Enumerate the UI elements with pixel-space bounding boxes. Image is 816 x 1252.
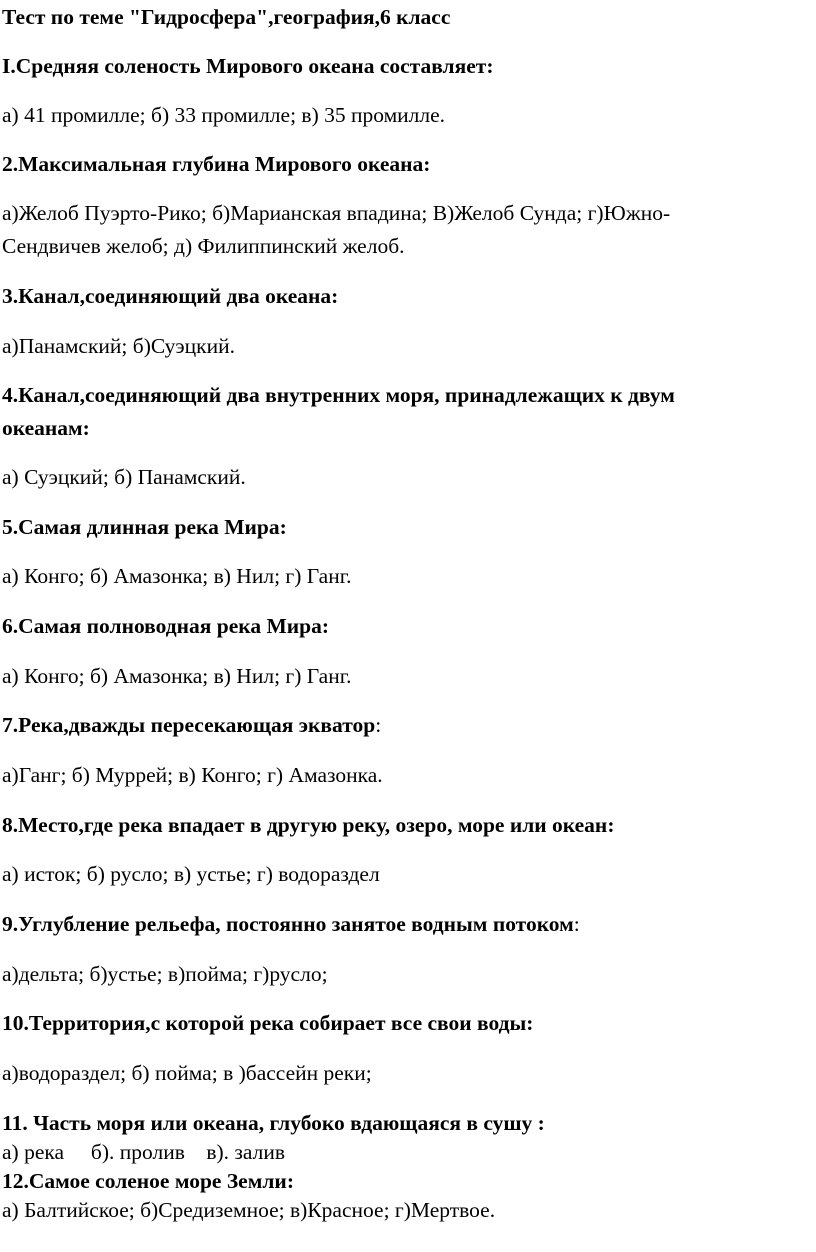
- question-7-text: 7.Река,дважды пересекающая экватор: [2, 713, 376, 737]
- question-11: 11. Часть моря или океана, глубоко вдающаяся в сушу :: [2, 1111, 545, 1135]
- question-4-line-1: 4.Канал,соединяющий два внутренних моря, принадлежащих к двум: [2, 383, 675, 407]
- question-9: [2, 909, 812, 939]
- question-9-text: 9.Углубление рельефа, постоянно занятое водным потоком: [2, 912, 574, 936]
- document-title: Тест по теме "Гидросфера",география,6 класс: [2, 5, 451, 29]
- question-9-suffix: :: [573, 912, 580, 936]
- answer-7: а)Ганг; б) Муррей; в) Конго; г) Амазонка.: [2, 763, 383, 787]
- answer-12: а) Балтийское; б)Средиземное; в)Красное; г)Мертвое.: [2, 1198, 496, 1222]
- question-4-line-2: океанам:: [2, 416, 90, 440]
- question-7-suffix: :: [375, 713, 382, 737]
- answer-6: а) Конго; б) Амазонка; в) Нил; г) Ганг.: [2, 664, 352, 688]
- answer-2-line-1: а)Желоб Пуэрто-Рико; б)Марианская впадина; В)Желоб Сунда; г)Южно-: [2, 201, 671, 225]
- answer-3: а)Панамский; б)Суэцкий.: [2, 334, 235, 358]
- question-7: [2, 710, 812, 740]
- answer-5: а) Конго; б) Амазонка; в) Нил; г) Ганг.: [2, 564, 352, 588]
- answer-8: а) исток; б) русло; в) устье; г) водораздел: [2, 862, 380, 886]
- question-8: 8.Место,где река впадает в другую реку, озеро, море или океан:: [2, 813, 615, 837]
- answer-9: а)дельта; б)устье; в)пойма; г)русло;: [2, 962, 328, 986]
- question-5: 5.Самая длинная река Мира:: [2, 515, 287, 539]
- question-3: 3.Канал,соединяющий два океана:: [2, 284, 339, 308]
- question-12: 12.Самое соленое море Земли:: [2, 1169, 294, 1193]
- question-1: I.Средняя соленость Мирового океана составляет:: [2, 54, 494, 78]
- question-6: 6.Самая полноводная река Мира:: [2, 614, 330, 638]
- question-10: 10.Территория,с которой река собирает все свои воды:: [2, 1011, 534, 1035]
- answer-10: а)водораздел; б) пойма; в )бассейн реки;: [2, 1061, 372, 1085]
- answer-2-line-2: Сендвичев желоб; д) Филиппинский желоб.: [2, 234, 405, 258]
- question-2: 2.Максимальная глубина Мирового океана:: [2, 152, 431, 176]
- answer-11: а) река б). пролив в). залив: [2, 1140, 286, 1164]
- answer-1: а) 41 промилле; б) 33 промилле; в) 35 промилле.: [2, 103, 446, 127]
- answer-4: а) Суэцкий; б) Панамский.: [2, 465, 246, 489]
